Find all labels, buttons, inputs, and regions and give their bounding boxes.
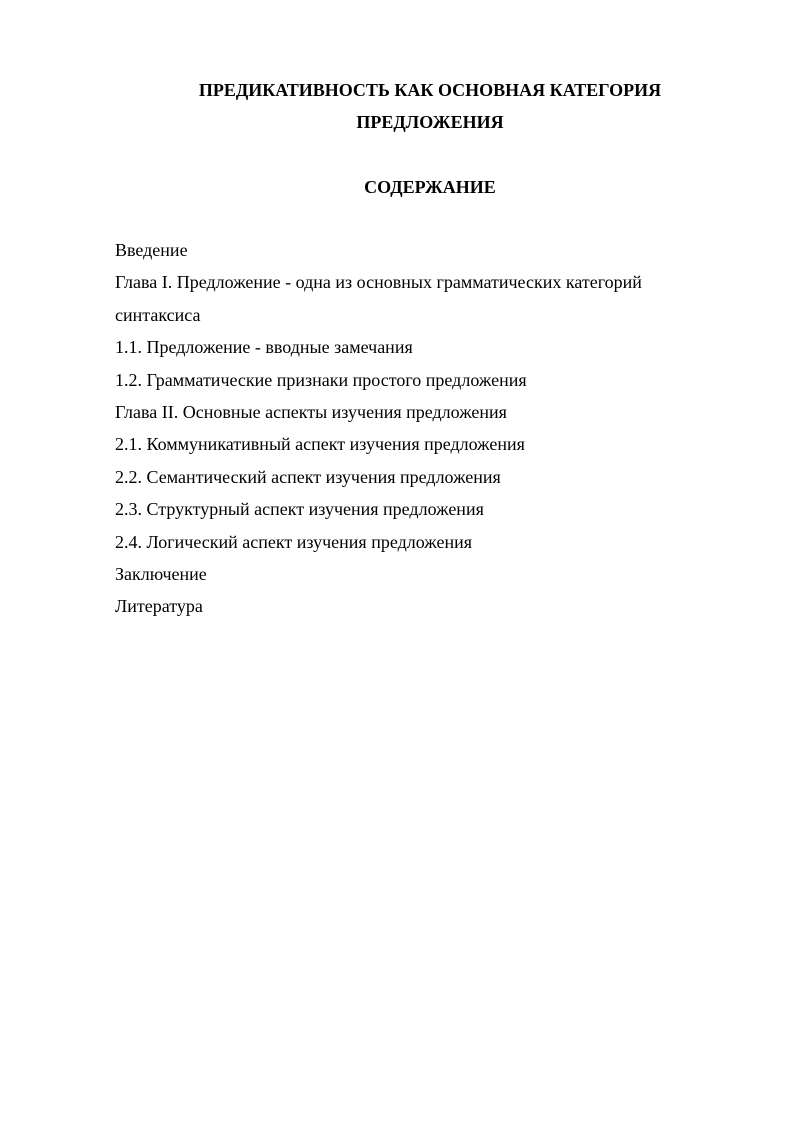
toc-item-chapter-1-continued: синтаксиса bbox=[115, 304, 201, 325]
table-of-contents bbox=[115, 234, 715, 623]
toc-item-section-1-1: 1.1. Предложение - вводные замечания bbox=[115, 337, 413, 358]
toc-item-section-2-2: 2.2. Семантический аспект изучения предложения bbox=[115, 466, 501, 487]
toc-item-section-2-1: 2.1. Коммуникативный аспект изучения предложения bbox=[115, 434, 525, 455]
toc-item-section-2-3: 2.3. Структурный аспект изучения предложения bbox=[115, 499, 484, 520]
toc-item-literature: Литература bbox=[115, 596, 203, 617]
toc-item-section-1-2: 1.2. Грамматические признаки простого предложения bbox=[115, 369, 527, 390]
toc-heading: СОДЕРЖАНИЕ bbox=[364, 177, 496, 197]
document-title-line-2: ПРЕДЛОЖЕНИЯ bbox=[356, 112, 504, 132]
document-title bbox=[120, 74, 740, 138]
toc-item-chapter-1: Глава I. Предложение - одна из основных грамматических категорий bbox=[115, 272, 642, 293]
document-title-line-1: ПРЕДИКАТИВНОСТЬ КАК ОСНОВНАЯ КАТЕГОРИЯ bbox=[198, 80, 662, 100]
toc-item-conclusion: Заключение bbox=[115, 564, 207, 585]
toc-item-introduction: Введение bbox=[115, 240, 188, 260]
toc-item-section-2-4: 2.4. Логический аспект изучения предложения bbox=[115, 531, 473, 552]
toc-item-chapter-2: Глава II. Основные аспекты изучения предложения bbox=[115, 402, 507, 423]
